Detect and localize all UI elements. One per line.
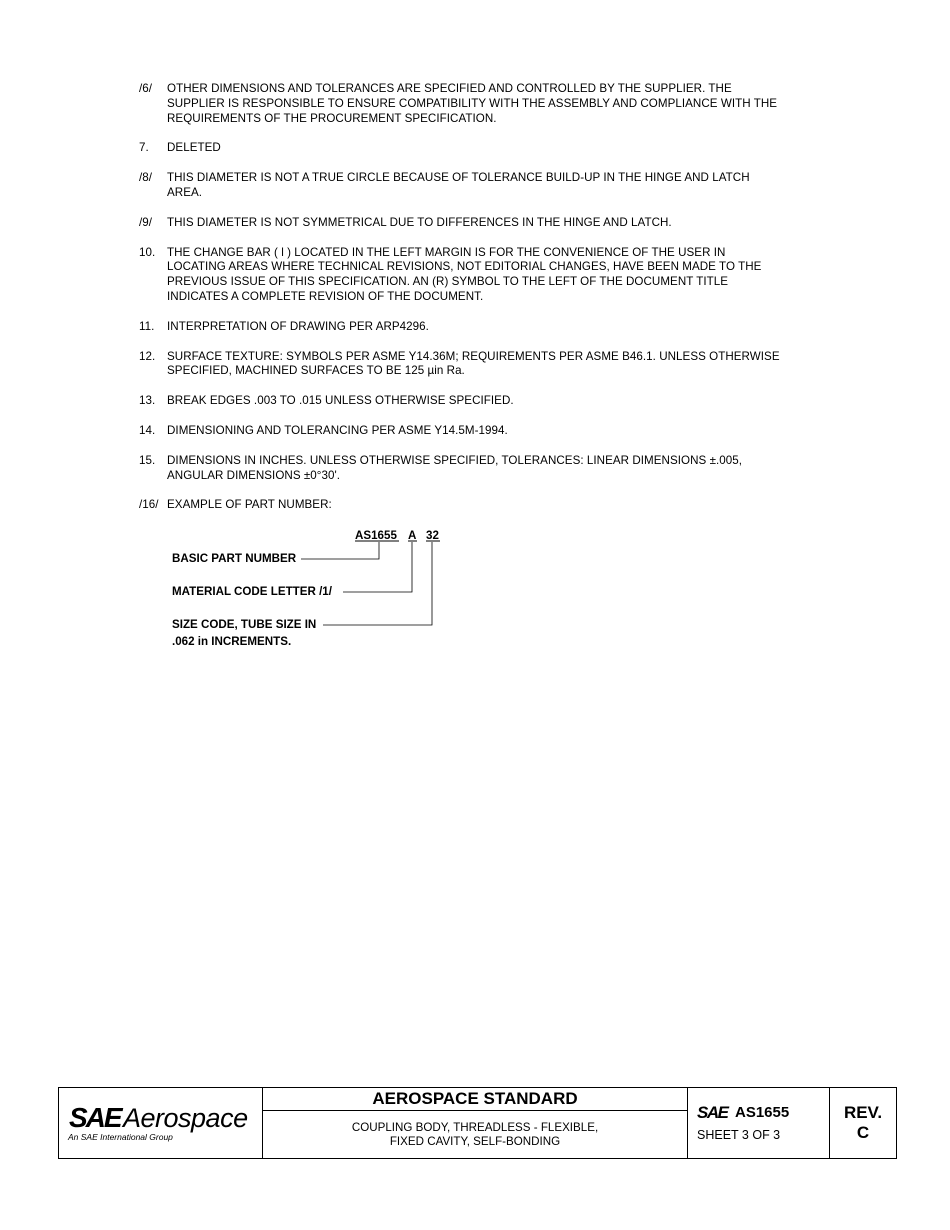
- note-text: SURFACE TEXTURE: SYMBOLS PER ASME Y14.36M; REQUIREMENTS PER ASME B46.1. UNLESS OTHERWISE SPECIFIED, MACHINED SURFACES TO BE 125 µin Ra.: [167, 349, 780, 378]
- note-number: 10.: [139, 245, 156, 259]
- note-text: DIMENSIONS IN INCHES. UNLESS OTHERWISE SPECIFIED, TOLERANCES: LINEAR DIMENSIONS ±.005, ANGULAR DIMENSIONS ±0°30'.: [167, 453, 743, 482]
- label-size-increments: .062 in INCREMENTS.: [172, 635, 292, 648]
- note-item: [139, 82, 839, 126]
- note-item: [139, 216, 839, 231]
- note-item: [139, 141, 839, 156]
- leader-material: [343, 542, 412, 592]
- note-item: [139, 350, 839, 380]
- leader-size: [323, 542, 432, 625]
- note-text: EXAMPLE OF PART NUMBER:: [167, 498, 332, 512]
- note-item: [139, 424, 839, 439]
- note-text: DELETED: [167, 141, 221, 155]
- part-number-diagram: [168, 522, 458, 662]
- title-block: [58, 1087, 897, 1159]
- revision-cell: [830, 1088, 896, 1158]
- note-number: 13.: [139, 394, 156, 408]
- pn-material: A: [408, 529, 417, 542]
- note-number: 15.: [139, 453, 156, 467]
- note-item: [139, 171, 839, 201]
- note-number: /6/: [139, 82, 153, 95]
- note-number: 12.: [139, 349, 156, 363]
- note-text: DIMENSIONING AND TOLERANCING PER ASME Y14.5M-1994.: [167, 423, 508, 437]
- note-number: 7.: [139, 141, 149, 155]
- note-number: 11.: [139, 319, 155, 333]
- leader-basic: [301, 542, 379, 559]
- revision-value: C: [856, 1123, 870, 1142]
- pn-size: 32: [426, 529, 439, 542]
- document-title: COUPLING BODY, THREADLESS - FLEXIBLE, FIXED CAVITY, SELF-BONDING: [351, 1121, 599, 1148]
- note-text: THIS DIAMETER IS NOT A TRUE CIRCLE BECAUSE OF TOLERANCE BUILD-UP IN THE HINGE AND LATCH AREA.: [167, 171, 750, 199]
- document-number: AS1655: [735, 1104, 790, 1121]
- label-material-code: MATERIAL CODE LETTER /1/: [172, 585, 332, 598]
- standard-heading: AEROSPACE STANDARD: [263, 1088, 687, 1111]
- doc-sae-logo: SAE: [697, 1103, 728, 1122]
- label-size-code: SIZE CODE, TUBE SIZE IN: [172, 618, 317, 631]
- note-item: [139, 394, 839, 409]
- logo-aerospace-text: Aerospace: [123, 1103, 248, 1133]
- note-text: BREAK EDGES .003 TO .015 UNLESS OTHERWISE SPECIFIED.: [167, 394, 514, 408]
- sheet-number: SHEET 3 OF 3: [697, 1128, 781, 1142]
- note-text: OTHER DIMENSIONS AND TOLERANCES ARE SPECIFIED AND CONTROLLED BY THE SUPPLIER. THE SUPPLIER IS RESPONSIBLE TO ENSURE COMPATIBILITY WITH THE ASSEMBLY AND COMPLIANCE WITH THE REQUIREMENTS OF THE PROCUREMENT SPECIFICATION.: [167, 82, 778, 125]
- note-text: THIS DIAMETER IS NOT SYMMETRICAL DUE TO DIFFERENCES IN THE HINGE AND LATCH.: [167, 215, 672, 229]
- pn-base: AS1655: [355, 529, 397, 542]
- document-number-cell: [688, 1088, 830, 1158]
- note-item: [139, 320, 839, 335]
- sae-aerospace-logo: [59, 1088, 263, 1158]
- logo-subtitle: An SAE International Group: [68, 1132, 173, 1142]
- note-item: [139, 498, 839, 513]
- title-cell: [263, 1088, 688, 1158]
- notes-list: [139, 82, 839, 528]
- note-number: 14.: [139, 423, 156, 437]
- label-basic-part-number: BASIC PART NUMBER: [172, 552, 297, 565]
- part-number-example: [168, 522, 458, 662]
- note-item: [139, 454, 839, 484]
- note-number: /8/: [139, 171, 153, 185]
- note-number: /9/: [139, 215, 153, 229]
- revision-label: REV.: [843, 1103, 883, 1122]
- note-text: THE CHANGE BAR ( l ) LOCATED IN THE LEFT MARGIN IS FOR THE CONVENIENCE OF THE USER IN LOCATING AREAS WHERE TECHNICAL REVISIONS, NOT EDITORIAL CHANGES, HAVE BEEN MADE TO THE PREVIOUS ISSUE OF THIS SPECIFICATION. AN (R) SYMBOL TO THE LEFT OF THE DOCUMENT TITLE INDICATES A COMPLETE REVISION OF THE DOCUMENT.: [167, 245, 762, 303]
- note-item: [139, 246, 839, 305]
- note-text: INTERPRETATION OF DRAWING PER ARP4296.: [167, 319, 429, 333]
- note-number: /16/: [139, 498, 159, 512]
- logo-sae-text: SAE: [69, 1102, 121, 1133]
